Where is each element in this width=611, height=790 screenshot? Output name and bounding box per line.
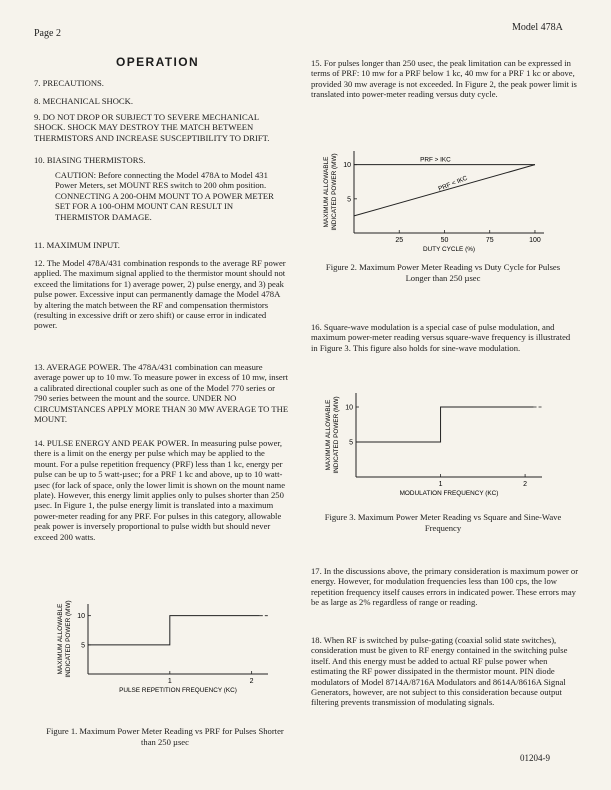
section-title: OPERATION [116, 55, 200, 69]
figure-2-chart [316, 145, 556, 257]
paragraph-15: 15. For pulses longer than 250 usec, the peak limitation can be expressed in terms of PRF: 10 mw for a PRF below 1 kc, 40 mw for a PRF 1 kc or above, provided 30 mw average is not exceeded. In Figure 2, the peak power limit is translated into power-meter reading versus duty cycle. [311, 58, 577, 100]
y-axis-label-line-2: INDICATED POWER (MW) [331, 153, 338, 231]
x-axis-label: PULSE REPETITION FREQUENCY (KC) [119, 687, 237, 694]
figure-3-caption: Figure 3. Maximum Power Meter Reading vs Square and Sine-Wave Frequency [324, 512, 562, 533]
y-tick-label: 5 [347, 196, 351, 204]
paragraph-14: 14. PULSE ENERGY AND PEAK POWER. In measuring pulse power, there is a limit on the energy per pulse which may be applied to the mount. For a pulse repetition frequency (PRF) less than 1 kc, energy per pulse can be up to 5 watt-µsec; for a PRF 1 kc and above, up to 10 watt-µsec (for lack of space, only the lower limit is shown on the mount name plate). However, this energy limit applies only to pulses shorter than 250 µsec. In Figure 1, the pulse energy limit is translated into a maximum power-meter reading for any PRF. For pulses in this category, allowable peak power is inversely proportional to pulse width but should never exceed 200 watts. [34, 438, 286, 542]
y-tick-label: 10 [77, 613, 85, 621]
figure-1-chart [48, 592, 278, 702]
series-line-1 [88, 616, 260, 645]
paragraph-9: 9. DO NOT DROP OR SUBJECT TO SEVERE MECHANICAL SHOCK. SHOCK MAY DESTROY THE MATCH BETWEEN THERMISTORS AND INCREASE SUSCEPTIBILITY TO DRIFT. [34, 112, 270, 143]
x-axis-label: MODULATION FREQUENCY (KC) [399, 490, 499, 497]
x-axis-label: DUTY CYCLE (%) [422, 246, 476, 253]
y-tick-label: 5 [349, 439, 353, 447]
heading-mechanical-shock: 8. MECHANICAL SHOCK. [34, 96, 133, 106]
x-tick-label: 50 [440, 237, 449, 244]
paragraph-17: 17. In the discussions above, the primary consideration is maximum power or energy. However, for modulation frequencies less than 100 cps, the low repetition frequency itself causes errors in indicated power. These errors may be as large as 2% regardless of range or reading. [311, 566, 579, 608]
heading-max-input: 11. MAXIMUM INPUT. [34, 240, 120, 250]
y-tick-label: 10 [343, 162, 351, 170]
x-tick-label: 75 [485, 237, 494, 244]
y-axis-label-line-1: MAXIMUM ALLOWABLE [325, 399, 332, 471]
caution-note: CAUTION: Before connecting the Model 478A to Model 431 Power Meters, set MOUNT RES switch to 200 ohm position. CONNECTING A 200-OHM MOUNT TO A POWER METER SET FOR A 100-OHM MOUNT CAN RESULT IN THERMISTOR DAMAGE. [55, 170, 274, 222]
y-tick-label: 10 [345, 404, 353, 412]
x-tick-label: 2 [249, 678, 254, 685]
annotation-prf-below: PRF < IKC [437, 174, 469, 193]
paragraph-12: 12. The Model 478A/431 combination responds to the average RF power applied. The maximum signal applied to the thermistor mount should not exceed the limitations for 1) average power, 2) pulse energy, and 3) peak pulse power. Excessive input can permanently damage the Model 478A by altering the match between the RF and compensation thermistors (resulting in excessive drift or zero shift) or cause error in indicated power. [34, 258, 286, 331]
x-tick-label: 100 [529, 237, 541, 244]
y-axis-label-line-1: MAXIMUM ALLOWABLE [323, 156, 330, 228]
figure-3-chart [316, 385, 576, 503]
x-tick-label: 1 [438, 481, 443, 488]
model-label: Model 478A [512, 22, 563, 33]
page-number: Page 2 [34, 28, 61, 39]
heading-precautions: 7. PRECAUTIONS. [34, 78, 104, 88]
paragraph-16: 16. Square-wave modulation is a special case of pulse modulation, and maximum power-meter reading versus square-wave frequency is illustrated in Figure 3. This figure also holds for sine-wave modulation. [311, 322, 571, 353]
figure-2-caption: Figure 2. Maximum Power Meter Reading vs Duty Cycle for Pulses Longer than 250 µsec [325, 262, 561, 283]
x-tick-label: 25 [395, 237, 404, 244]
x-tick-label: 2 [523, 481, 528, 488]
document-code: 01204-9 [520, 753, 550, 763]
x-tick-label: 1 [167, 678, 172, 685]
paragraph-13: 13. AVERAGE POWER. The 478A/431 combination can measure average power up to 10 mw. To measure power in excess of 10 mw, insert a calibrated directional coupler such as one of the Model 770 series or 790 series between the mount and the source. UNDER NO CIRCUMSTANCES APPLY MORE THAN 30 MW AVERAGE TO THE MOUNT. [34, 362, 289, 425]
annotation-prf-above: PRF > IKC [420, 156, 451, 164]
y-tick-label: 5 [81, 642, 85, 650]
heading-biasing: 10. BIASING THERMISTORS. [34, 155, 146, 165]
figure-1-caption: Figure 1. Maximum Power Meter Reading vs PRF for Pulses Shorter than 250 µsec [46, 726, 284, 747]
paragraph-18: 18. When RF is switched by pulse-gating (coaxial solid state switches), consideration must be given to RF energy contained in the switching pulse itself. And this energy must be added to actual RF pulse power when estimating the RF power dissipated in the thermistor mount. PIN diode modulators of Model 8714A/8716A Modulators and 8614A/8616A Signal Generators, however, are not subject to this consideration because output filtering prevents transmission of modulating signals. [311, 635, 568, 708]
series-line-1 [356, 407, 534, 442]
y-axis-label-line-1: MAXIMUM ALLOWABLE [57, 603, 64, 675]
y-axis-label-line-2: INDICATED POWER (MW) [65, 600, 72, 678]
y-axis-label-line-2: INDICATED POWER (MW) [333, 396, 340, 474]
